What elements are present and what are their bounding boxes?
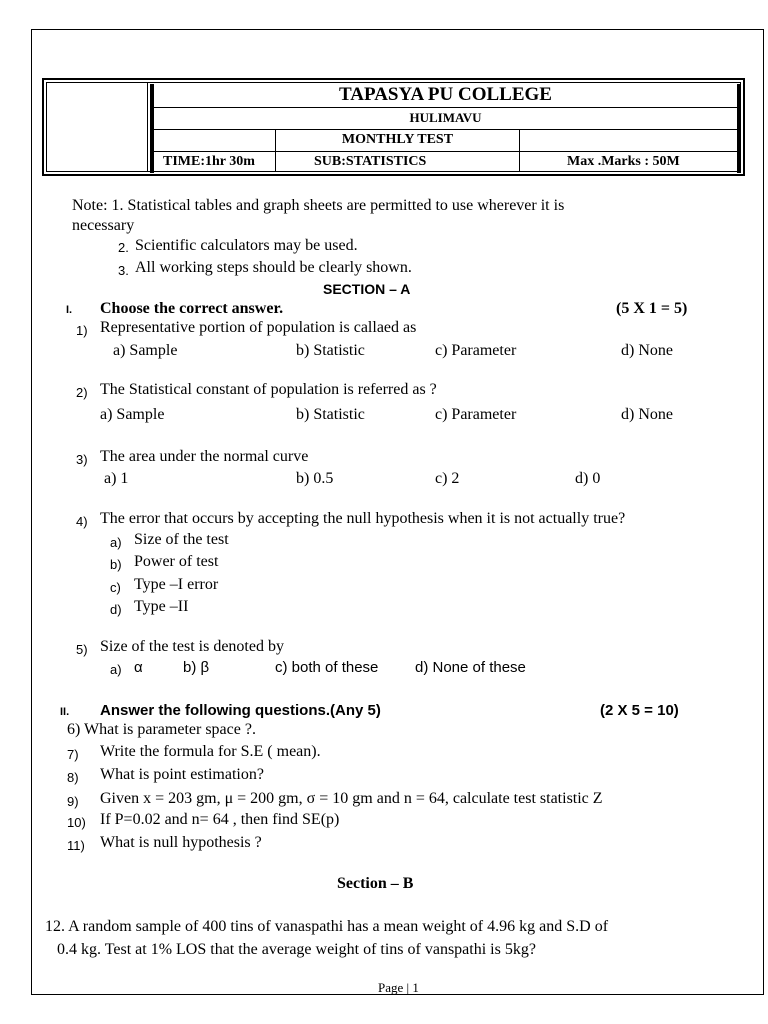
q3-option-d: d) 0 — [575, 470, 601, 487]
q10-text: If P=0.02 and n= 64 , then find SE(p) — [100, 811, 340, 828]
header-row-line-3 — [154, 151, 737, 152]
q4-option-b: Power of test — [134, 553, 219, 570]
q4-option-d: Type –II — [134, 598, 189, 615]
q6-text: 6) What is parameter space ?. — [67, 721, 256, 738]
q1-option-b: b) Statistic — [296, 342, 365, 359]
header-divider-right — [737, 84, 741, 173]
q2-option-b: b) Statistic — [296, 406, 365, 423]
q3-text: The area under the normal curve — [100, 448, 309, 465]
q9-text: Given x = 203 gm, μ = 200 gm, σ = 10 gm and n = 64, calculate test statistic Z — [100, 790, 603, 807]
q8-text: What is point estimation? — [100, 766, 264, 783]
q7-text: Write the formula for S.E ( mean). — [100, 743, 321, 760]
q5-option-a: α — [134, 659, 143, 676]
q4-option-d-label: d) — [110, 602, 122, 617]
q1-text: Representative portion of population is callaed as — [100, 319, 417, 336]
q2-option-a: a) Sample — [100, 406, 165, 423]
header-row-line-2 — [154, 129, 737, 130]
max-marks: Max .Marks : 50M — [567, 154, 680, 169]
section-a2-heading: Answer the following questions.(Any 5) — [100, 702, 381, 719]
exam-time: TIME:1hr 30m — [163, 154, 255, 169]
q3-number: 3) — [76, 452, 88, 467]
header-row-line-1 — [154, 107, 737, 108]
exam-name: MONTHLY TEST — [341, 132, 454, 147]
q10-number: 10) — [67, 815, 86, 830]
exam-subject: SUB:STATISTICS — [314, 154, 427, 169]
q1-option-c: c) Parameter — [435, 342, 517, 359]
note-num-3: 3. — [118, 263, 129, 278]
section-a-roman: I. — [66, 304, 73, 316]
q2-option-c: c) Parameter — [435, 406, 517, 423]
q4-option-b-label: b) — [110, 557, 122, 572]
college-place: HULIMAVU — [409, 110, 482, 125]
q12-line-2: 0.4 kg. Test at 1% LOS that the average weight of tins of vanspathi is 5kg? — [57, 941, 536, 958]
section-b-title: Section – B — [337, 875, 414, 892]
q1-option-a: a) Sample — [113, 342, 178, 359]
q5-number: 5) — [76, 642, 88, 657]
q3-option-a: a) 1 — [104, 470, 129, 487]
q4-text: The error that occurs by accepting the null hypothesis when it is not actually true? — [100, 510, 626, 527]
college-name: TAPASYA PU COLLEGE — [339, 84, 552, 105]
q4-option-c: Type –I error — [134, 576, 219, 593]
q5-option-b: b) β — [183, 659, 210, 676]
section-a2-marks: (2 X 5 = 10) — [600, 702, 679, 719]
note-num-2: 2. — [118, 240, 129, 255]
q5-option-d: d) None of these — [415, 659, 526, 676]
q3-option-b: b) 0.5 — [296, 470, 334, 487]
q1-option-d: d) None — [621, 342, 673, 359]
logo-placeholder — [46, 82, 148, 172]
q4-option-c-label: c) — [110, 580, 121, 595]
q7-number: 7) — [67, 747, 79, 762]
section-a-heading: Choose the correct answer. — [100, 300, 284, 317]
q3-option-c: c) 2 — [435, 470, 460, 487]
section-a-title: SECTION – A — [323, 281, 411, 297]
note-line-1b: necessary — [72, 217, 135, 234]
q4-number: 4) — [76, 514, 88, 529]
header-col-line-2 — [519, 130, 520, 172]
note-line-3: All working steps should be clearly shown. — [135, 259, 412, 276]
note-line-2: Scientific calculators may be used. — [135, 237, 358, 254]
q2-option-d: d) None — [621, 406, 673, 423]
q4-option-a: Size of the test — [134, 531, 229, 548]
q1-number: 1) — [76, 323, 88, 338]
q9-number: 9) — [67, 794, 79, 809]
q2-number: 2) — [76, 385, 88, 400]
page-number: Page | 1 — [378, 980, 419, 995]
q5-text: Size of the test is denoted by — [100, 638, 284, 655]
section-a2-roman: II. — [60, 706, 70, 718]
section-a-marks: (5 X 1 = 5) — [616, 300, 688, 317]
q12-line-1: 12. A random sample of 400 tins of vanaspathi has a mean weight of 4.96 kg and S.D of — [45, 918, 609, 935]
q8-number: 8) — [67, 770, 79, 785]
q11-text: What is null hypothesis ? — [100, 834, 262, 851]
q5-option-c: c) both of these — [275, 659, 379, 676]
note-line-1: Note: 1. Statistical tables and graph sheets are permitted to use wherever it is — [72, 197, 565, 214]
q5-option-a-label: a) — [110, 662, 122, 677]
q11-number: 11) — [67, 838, 85, 853]
q2-text: The Statistical constant of population is referred as ? — [100, 381, 437, 398]
q4-option-a-label: a) — [110, 535, 122, 550]
